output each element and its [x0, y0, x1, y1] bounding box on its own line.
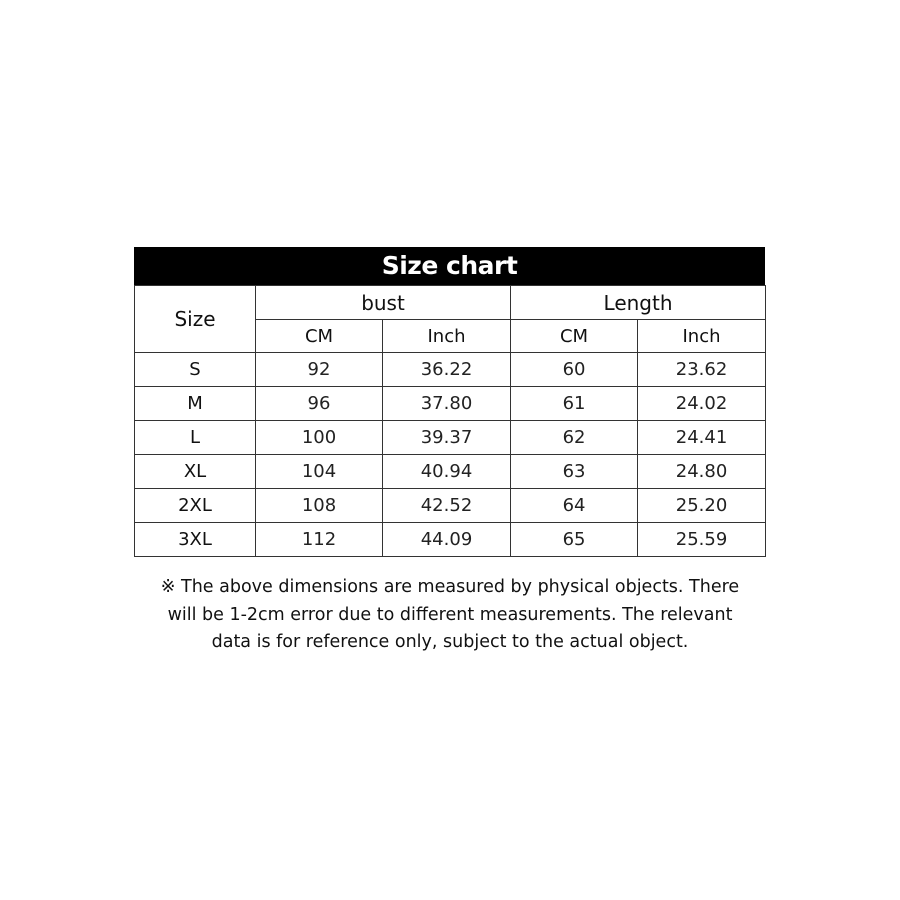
cell-size: M: [135, 387, 256, 421]
size-table: [134, 285, 766, 557]
cell-size: S: [135, 353, 256, 387]
cell-length-cm: 62: [511, 421, 638, 455]
table-row: [135, 455, 766, 489]
cell-length-cm: 64: [511, 489, 638, 523]
note-line: will be 1-2cm error due to different measurements. The relevant: [167, 604, 733, 625]
disclaimer-note: [100, 574, 800, 657]
cell-bust-inch: 39.37: [383, 421, 511, 455]
header-bust-cm: CM: [256, 320, 383, 353]
header-bust: bust: [256, 286, 511, 320]
size-chart: [134, 247, 765, 557]
cell-bust-inch: 36.22: [383, 353, 511, 387]
note-line: ※ The above dimensions are measured by physical objects. There: [160, 577, 740, 597]
table-row: [135, 387, 766, 421]
note-line: data is for reference only, subject to the actual object.: [211, 632, 689, 652]
cell-bust-cm: 92: [256, 353, 383, 387]
cell-length-inch: 24.80: [638, 455, 766, 489]
table-row: [135, 489, 766, 523]
cell-bust-inch: 42.52: [383, 489, 511, 523]
header-length-cm: CM: [511, 320, 638, 353]
cell-length-cm: 63: [511, 455, 638, 489]
cell-length-cm: 61: [511, 387, 638, 421]
cell-bust-inch: 44.09: [383, 523, 511, 557]
cell-size: 2XL: [135, 489, 256, 523]
cell-length-inch: 23.62: [638, 353, 766, 387]
cell-length-cm: 60: [511, 353, 638, 387]
header-bust-inch: Inch: [383, 320, 511, 353]
table-row: [135, 421, 766, 455]
header-length-inch: Inch: [638, 320, 766, 353]
cell-length-inch: 25.20: [638, 489, 766, 523]
cell-bust-inch: 40.94: [383, 455, 511, 489]
table-row: [135, 523, 766, 557]
cell-size: XL: [135, 455, 256, 489]
cell-length-inch: 25.59: [638, 523, 766, 557]
cell-bust-cm: 112: [256, 523, 383, 557]
cell-bust-cm: 108: [256, 489, 383, 523]
header-length: Length: [511, 286, 766, 320]
cell-size: L: [135, 421, 256, 455]
cell-bust-cm: 104: [256, 455, 383, 489]
table-row: [135, 353, 766, 387]
table-body: [135, 353, 766, 557]
chart-title: Size chart: [134, 247, 765, 285]
cell-bust-inch: 37.80: [383, 387, 511, 421]
cell-bust-cm: 100: [256, 421, 383, 455]
cell-length-inch: 24.02: [638, 387, 766, 421]
cell-length-cm: 65: [511, 523, 638, 557]
cell-bust-cm: 96: [256, 387, 383, 421]
cell-size: 3XL: [135, 523, 256, 557]
header-size: Size: [135, 286, 256, 353]
cell-length-inch: 24.41: [638, 421, 766, 455]
